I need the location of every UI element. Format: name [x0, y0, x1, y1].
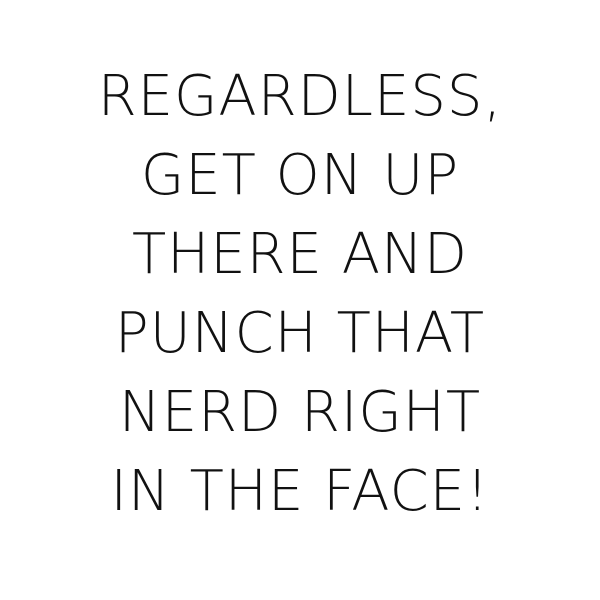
quote-line-5: NERD RIGHT — [118, 380, 482, 445]
quote-line-2: GET ON UP — [140, 143, 460, 208]
quote-line-6: IN THE FACE! — [110, 459, 490, 524]
quote-line-1: REGARDLESS, — [97, 64, 503, 129]
quote-text — [0, 57, 600, 531]
quote-line-4: PUNCH THAT — [114, 301, 486, 366]
quote-line-3: THERE AND — [131, 222, 469, 287]
